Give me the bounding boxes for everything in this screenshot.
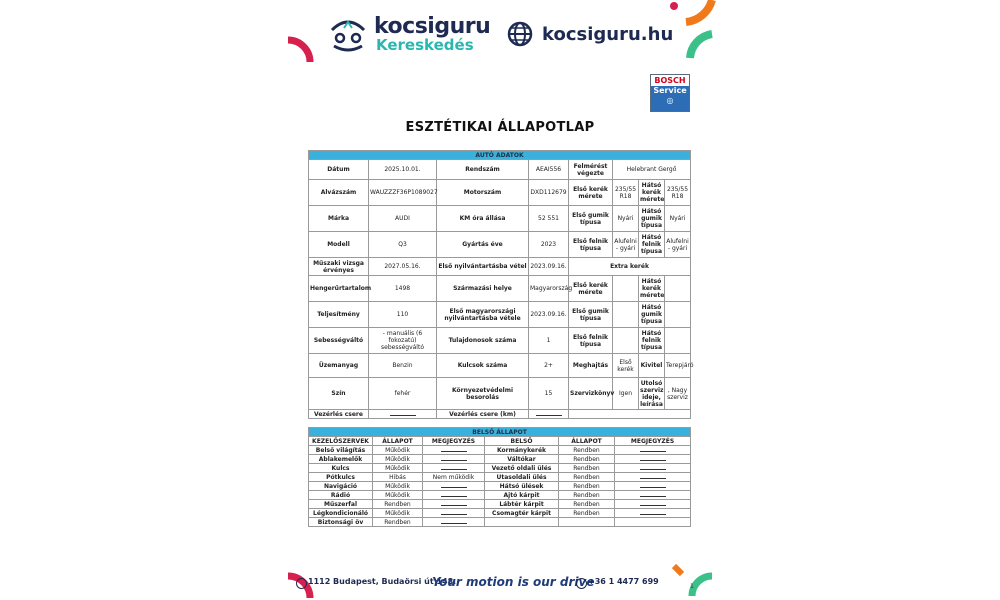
cell-note xyxy=(615,446,691,455)
footer-phone: +36 1 4477 699 xyxy=(588,577,659,586)
cell-value: Működik xyxy=(373,482,423,491)
document-title: ESZTÉTIKAI ÁLLAPOTLAP xyxy=(405,120,595,135)
cell-label: Szervizkönyv xyxy=(569,378,613,410)
cell-note xyxy=(615,482,691,491)
cell-value: Hibás xyxy=(373,473,423,482)
corner-decoration-top-left xyxy=(288,30,318,70)
cell-value: Rendben xyxy=(373,500,423,509)
cell-value: Rendben xyxy=(559,482,615,491)
column-header: KEZELŐSZERVEK xyxy=(309,437,373,446)
blank-line xyxy=(441,519,467,524)
cell-value: AEAI556 xyxy=(529,160,569,180)
cell-label: Hátsó ülések xyxy=(485,482,559,491)
cell-value: Működik xyxy=(373,464,423,473)
cell-value: 2023 xyxy=(529,232,569,258)
cell-label: Ajtó kárpit xyxy=(485,491,559,500)
cell-label: Modell xyxy=(309,232,369,258)
cell-label: Csomagtér kárpit xyxy=(485,509,559,518)
blank-line xyxy=(640,501,666,506)
cell-note xyxy=(615,464,691,473)
cell-label: Hátsó gumik típusa xyxy=(639,302,665,328)
footer-address: 1112 Budapest, Budaörsi út 148. xyxy=(308,577,457,586)
table-row xyxy=(309,354,691,378)
blank-line xyxy=(640,456,666,461)
cell-label: Extra kerék xyxy=(569,258,691,276)
cell-label: Rádió xyxy=(309,491,373,500)
cell-label: Első kerék mérete xyxy=(569,180,613,206)
cell-value: Első kerék xyxy=(613,354,639,378)
cell-label: Műszerfal xyxy=(309,500,373,509)
cell-label: Származási helye xyxy=(437,276,529,302)
column-header: ÁLLAPOT xyxy=(373,437,423,446)
cell-label: Kivitel xyxy=(639,354,665,378)
blank-line xyxy=(441,492,467,497)
table-row xyxy=(309,232,691,258)
cell-value: Rendben xyxy=(559,491,615,500)
cell-label: Hátsó felnik típusa xyxy=(639,328,665,354)
cell-value: Magyarország xyxy=(529,276,569,302)
blank-line xyxy=(536,411,562,416)
cell-label: Teljesítmény xyxy=(309,302,369,328)
cell-value: 235/55 R18 xyxy=(613,180,639,206)
cell-label: KM óra állása xyxy=(437,206,529,232)
cell-value: Helebrant Gergő xyxy=(613,160,691,180)
cell-label: Első gumik típusa xyxy=(569,302,613,328)
cell-note xyxy=(423,518,485,527)
kocsiguru-logo xyxy=(326,14,491,54)
logo-subtitle: Kereskedés xyxy=(376,36,474,54)
cell-value: Rendben xyxy=(559,446,615,455)
cell-value: WAUZZZF36P1089027 xyxy=(369,180,437,206)
cell-label: Légkondicionáló xyxy=(309,509,373,518)
cell-value: Nyári xyxy=(613,206,639,232)
cell-note xyxy=(423,446,485,455)
cell-label: Kormánykerék xyxy=(485,446,559,455)
cell-label: Alvázszám xyxy=(309,180,369,206)
interior-rows xyxy=(309,446,691,527)
cell-label: Márka xyxy=(309,206,369,232)
cell-label: Sebességváltó xyxy=(309,328,369,354)
blank-line xyxy=(640,447,666,452)
cell-value: Működik xyxy=(373,491,423,500)
blank-line xyxy=(441,501,467,506)
phone-icon xyxy=(576,578,587,589)
cell-value: Alufelni - gyári xyxy=(613,232,639,258)
cell-label: Pótkulcs xyxy=(309,473,373,482)
auto-data-table xyxy=(308,150,694,419)
cell-value xyxy=(559,518,615,527)
cell-label: Kulcs xyxy=(309,464,373,473)
table-row xyxy=(309,491,691,500)
cell-value: 2023.09.16. xyxy=(529,258,569,276)
cell-empty xyxy=(569,410,691,419)
cell-label: Utolsó szerviz ideje, leírása xyxy=(640,379,664,408)
table-row xyxy=(309,276,691,302)
blank-line xyxy=(640,483,666,488)
bosch-service-label: Service ◎ xyxy=(651,86,689,111)
cell-value: - manuális (6 fokozatú) sebességváltó xyxy=(369,328,437,354)
cell-value: Igen xyxy=(613,378,639,410)
cell-note xyxy=(615,473,691,482)
table-row xyxy=(309,160,691,180)
table-row xyxy=(309,455,691,464)
cell-note xyxy=(423,482,485,491)
cell-label: Felmérést végezte xyxy=(569,160,613,180)
cell-label: Vezérlés csere (km) xyxy=(437,410,529,419)
cell-label: Kulcsok száma xyxy=(437,354,529,378)
cell-value xyxy=(613,328,639,354)
table-row xyxy=(309,500,691,509)
cell-value: DXD112679 xyxy=(529,180,569,206)
cell-value: Terepjáró xyxy=(665,354,691,378)
cell-label: Lábtér kárpit xyxy=(485,500,559,509)
cell-label: Motorszám xyxy=(437,180,529,206)
cell-label: Első gumik típusa xyxy=(569,206,613,232)
cell-value: 2+ xyxy=(529,354,569,378)
blank-line xyxy=(441,465,467,470)
site-url: kocsiguru.hu xyxy=(542,24,674,45)
cell-value: Alufelni - gyári xyxy=(665,232,691,258)
cell-value: 2023.09.16. xyxy=(529,302,569,328)
table-row xyxy=(309,180,691,206)
interior-state-table xyxy=(308,427,691,527)
table-row xyxy=(309,206,691,232)
cell-value: Nyári xyxy=(665,206,691,232)
site-url-logo xyxy=(506,20,674,50)
cell-value: 1498 xyxy=(369,276,437,302)
cell-value: Rendben xyxy=(559,509,615,518)
interior-band: BELSŐ ÁLLAPOT xyxy=(309,428,691,437)
cell-label: Rendszám xyxy=(437,160,529,180)
cell-value: Rendben xyxy=(559,464,615,473)
cell-value: Rendben xyxy=(559,473,615,482)
column-header: ÁLLAPOT xyxy=(559,437,615,446)
cell-label: Hengerűrtartalom xyxy=(309,276,369,302)
table-row xyxy=(309,464,691,473)
cell-note xyxy=(615,455,691,464)
cell-label: Utasoldali ülés xyxy=(485,473,559,482)
cell-value: 110 xyxy=(369,302,437,328)
cell-value xyxy=(529,410,569,419)
cell-value xyxy=(613,302,639,328)
table-row xyxy=(309,258,691,276)
cell-label: Belső világítás xyxy=(309,446,373,455)
cell-label: Vezető oldali ülés xyxy=(485,464,559,473)
cell-value xyxy=(665,328,691,354)
auto-band: AUTÓ ADATOK xyxy=(309,151,691,160)
cell-value: Rendben xyxy=(373,518,423,527)
cell-label: Meghajtás xyxy=(569,354,613,378)
cell-note: Nem működik xyxy=(423,473,485,482)
car-face-icon xyxy=(326,16,370,52)
cell-note xyxy=(615,509,691,518)
cell-label: Első felnik típusa xyxy=(569,328,613,354)
table-row xyxy=(309,518,691,527)
bosch-service-badge xyxy=(650,74,690,112)
cell-value: AUDI xyxy=(369,206,437,232)
cell-label: Első kerék mérete xyxy=(569,276,613,302)
cell-value: 52 551 xyxy=(529,206,569,232)
bosch-label: BOSCH xyxy=(651,75,689,86)
blank-line xyxy=(441,510,467,515)
cell-note xyxy=(423,491,485,500)
column-header: BELSŐ xyxy=(485,437,559,446)
blank-line xyxy=(441,447,467,452)
table-row xyxy=(309,302,691,328)
blank-line xyxy=(640,474,666,479)
cell-value: fehér xyxy=(369,378,437,410)
cell-label: Hátsó felnik típusa xyxy=(639,232,665,258)
cell-value xyxy=(665,276,691,302)
cell-note xyxy=(423,464,485,473)
cell-label: Navigáció xyxy=(309,482,373,491)
blank-line xyxy=(640,465,666,470)
cell-label: Környezetvédelmi besorolás xyxy=(437,378,529,410)
blank-line xyxy=(640,492,666,497)
cell-value: 15 xyxy=(529,378,569,410)
cell-note xyxy=(423,500,485,509)
table-row xyxy=(309,378,691,410)
cell-note xyxy=(615,500,691,509)
cell-note xyxy=(423,455,485,464)
cell-value: Rendben xyxy=(559,455,615,464)
table-row xyxy=(309,473,691,482)
cell-label: Biztonsági öv xyxy=(309,518,373,527)
column-header: MEGJEGYZÉS xyxy=(423,437,485,446)
cell-value xyxy=(665,302,691,328)
cell-value: Benzin xyxy=(369,354,437,378)
cell-note xyxy=(423,509,485,518)
bosch-emblem-icon: ◎ xyxy=(666,96,674,105)
cell-label: Dátum xyxy=(309,160,369,180)
cell-value: Működik xyxy=(373,509,423,518)
cell-value xyxy=(613,276,639,302)
cell-value: Rendben xyxy=(559,500,615,509)
cell-label: Gyártás éve xyxy=(437,232,529,258)
cell-label: Vezérlés csere xyxy=(309,410,369,419)
blank-line xyxy=(441,483,467,488)
blank-line xyxy=(390,411,416,416)
blank-line xyxy=(441,456,467,461)
table-row xyxy=(309,482,691,491)
globe-icon xyxy=(506,20,534,48)
cell-label: Tulajdonosok száma xyxy=(437,328,529,354)
cell-value: 1 xyxy=(529,328,569,354)
cell-note xyxy=(615,491,691,500)
cell-value: 2027.05.16. xyxy=(369,258,437,276)
table-row xyxy=(309,328,691,354)
cell-label: Hátsó kerék mérete xyxy=(639,276,665,302)
cell-label: Első felnik típusa xyxy=(569,232,613,258)
page-number: 1 xyxy=(690,583,694,590)
document-page xyxy=(288,0,712,600)
cell-value: 235/55 R18 xyxy=(665,180,691,206)
cell-label: Műszaki vizsga érvényes xyxy=(309,258,369,276)
cell-note xyxy=(615,518,691,527)
cell-value: 2025.10.01. xyxy=(369,160,437,180)
cell-label: Hátsó kerék mérete xyxy=(639,180,665,206)
cell-label xyxy=(485,518,559,527)
table-row xyxy=(309,509,691,518)
cell-value xyxy=(369,410,437,419)
table-row xyxy=(309,446,691,455)
blank-line xyxy=(640,510,666,515)
cell-label: Váltókar xyxy=(485,455,559,464)
cell-label: Első nyilvántartásba vétel xyxy=(437,258,529,276)
cell-label: Hátsó gumik típusa xyxy=(639,206,665,232)
cell-label: Üzemanyag xyxy=(309,354,369,378)
cell-label: Ablakemelők xyxy=(309,455,373,464)
cell-value: Működik xyxy=(373,455,423,464)
cell-value: Q3 xyxy=(369,232,437,258)
cell-label: Első magyarországi nyilvántartásba vétele xyxy=(437,302,529,328)
cell-value: , Nagy szerviz xyxy=(665,378,691,410)
table-row xyxy=(309,410,691,419)
location-pin-icon xyxy=(296,578,307,589)
column-header: MEGJEGYZÉS xyxy=(615,437,691,446)
cell-value: Működik xyxy=(373,446,423,455)
logo-name: kocsiguru xyxy=(374,14,491,39)
table-header-row xyxy=(309,437,691,446)
cell-label: Szín xyxy=(309,378,369,410)
footer-tagline: Your motion is our drive xyxy=(432,575,595,589)
